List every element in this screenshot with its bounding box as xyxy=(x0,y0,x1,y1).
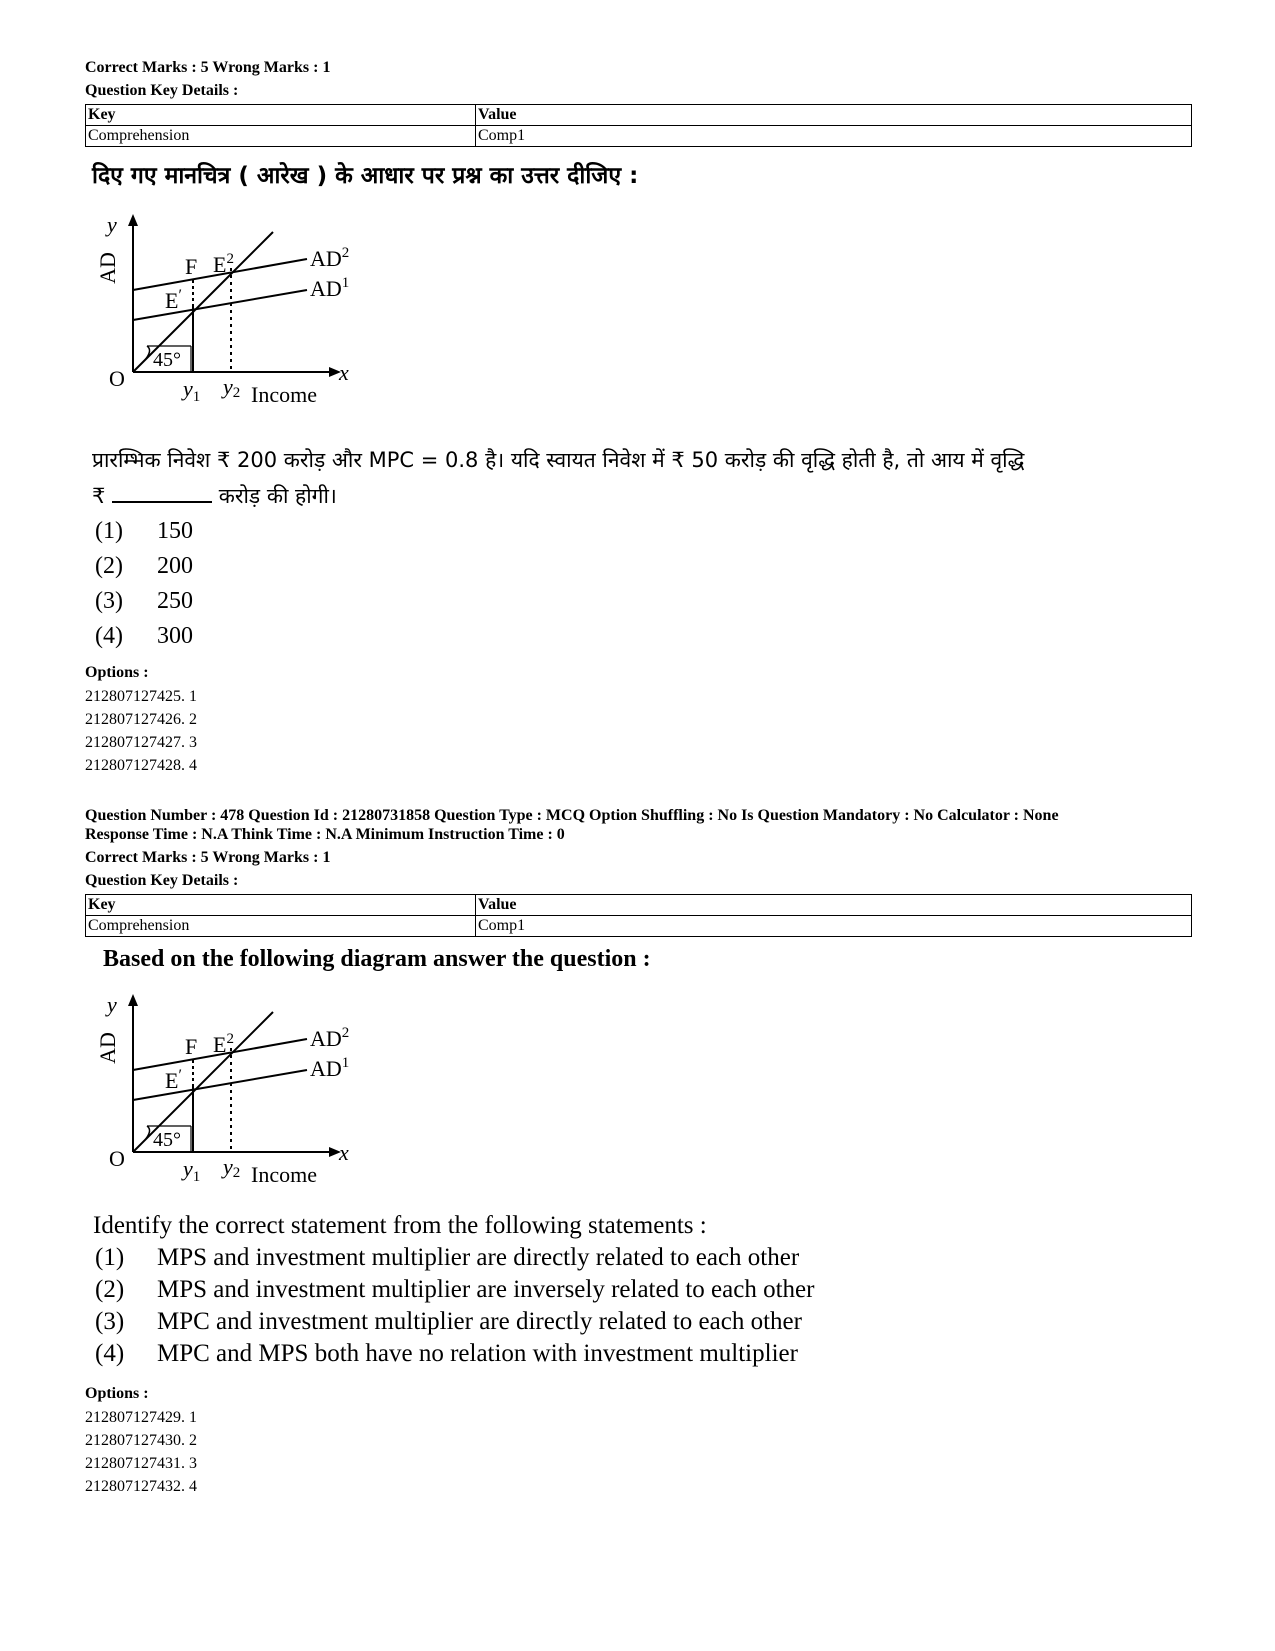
ad1-line xyxy=(133,290,307,320)
choice-text: MPS and investment multiplier are directly related to each other xyxy=(157,1244,800,1271)
rupee-symbol: ₹ xyxy=(92,484,106,508)
choice-text: MPC and investment multiplier are directly related to each other xyxy=(157,1308,802,1335)
key-details-label: Question Key Details : xyxy=(85,82,239,99)
table-row xyxy=(86,916,1192,937)
table-cell-value: Comp1 xyxy=(476,916,1192,937)
option-id: 212807127425. 1 xyxy=(85,688,197,705)
instruction-english: Based on the following diagram answer the question : xyxy=(103,946,651,972)
choice-row xyxy=(95,553,193,580)
y2-letter: y xyxy=(223,1154,233,1179)
key-details-table xyxy=(85,894,1192,937)
y-axis-arrow xyxy=(128,214,138,226)
e-prime: ′ xyxy=(178,287,182,304)
y1-label xyxy=(181,1156,200,1185)
choice-row xyxy=(95,1276,814,1304)
y2-label xyxy=(221,374,240,401)
option-id: 212807127431. 3 xyxy=(85,1455,197,1472)
choice-number: (1) xyxy=(95,518,123,544)
choice-text: MPC and MPS both have no relation with investment multiplier xyxy=(157,1340,798,1367)
key-details-table xyxy=(85,104,1192,147)
ad1-text: AD xyxy=(310,1056,342,1081)
origin-label: O xyxy=(109,1146,125,1171)
income-label: Income xyxy=(251,382,317,407)
question-hindi-line2 xyxy=(92,478,337,514)
ad2-label xyxy=(310,1025,349,1051)
e-letter: E xyxy=(165,288,179,313)
y1-subscript: 1 xyxy=(192,1169,201,1185)
y1-letter: y xyxy=(183,376,193,401)
question-header-line1: Question Number : 478 Question Id : 21280731858 Question Type : MCQ Option Shuffling : No Is Question Mandatory : No Calculator : None xyxy=(85,807,1059,824)
option-id: 212807127429. 1 xyxy=(85,1409,197,1426)
choice-row xyxy=(95,588,193,615)
choice-number: (4) xyxy=(95,1340,125,1367)
ad-axis-label: AD xyxy=(95,1032,120,1064)
y2-letter: y xyxy=(223,374,233,399)
choice-number: (3) xyxy=(95,1308,125,1335)
angle-arc xyxy=(145,346,150,360)
origin-label: O xyxy=(109,366,125,391)
table-header-value: Value xyxy=(476,105,1192,126)
ad1-text: AD xyxy=(310,276,342,301)
e2-letter: E xyxy=(213,252,227,277)
question-hindi-line1: प्रारम्भिक निवेश ₹ 200 करोड़ और MPC = 0.8 है। यदि स्वायत निवेश में ₹ 50 करोड़ की वृद्धि होती है, तो आय में वृद्धि xyxy=(92,448,1025,472)
ad1-label xyxy=(310,1055,349,1081)
ad1-line xyxy=(133,1070,307,1100)
option-id: 212807127430. 2 xyxy=(85,1432,197,1449)
choice-text: 150 xyxy=(157,518,193,544)
ad-axis-label: AD xyxy=(95,252,120,284)
income-label: Income xyxy=(251,1162,317,1187)
choice-text: 200 xyxy=(157,553,193,579)
ad2-label xyxy=(310,245,349,271)
e2-superscript: 2 xyxy=(226,1031,234,1047)
option-id: 212807127427. 3 xyxy=(85,734,197,751)
option-id: 212807127428. 4 xyxy=(85,757,197,774)
question-header-line2: Response Time : N.A Think Time : N.A Minimum Instruction Time : 0 xyxy=(85,826,565,843)
e-label xyxy=(165,287,182,313)
choice-row xyxy=(95,518,193,545)
choice-text: MPS and investment multiplier are inversely related to each other xyxy=(157,1276,815,1303)
f-label: F xyxy=(185,254,198,279)
ad2-superscript: 2 xyxy=(341,245,350,261)
ad2-text: AD xyxy=(310,246,342,271)
ad1-superscript: 1 xyxy=(341,275,350,291)
marks-line: Correct Marks : 5 Wrong Marks : 1 xyxy=(85,849,331,866)
y2-subscript: 2 xyxy=(232,1165,241,1181)
marks-line: Correct Marks : 5 Wrong Marks : 1 xyxy=(85,59,331,76)
e-prime: ′ xyxy=(178,1067,182,1084)
choice-row xyxy=(95,1340,798,1368)
choice-number: (2) xyxy=(95,553,123,579)
choice-number: (3) xyxy=(95,588,123,614)
y1-label xyxy=(181,376,200,405)
table-cell-key: Comprehension xyxy=(86,126,476,147)
ad1-label xyxy=(310,275,349,301)
y2-subscript: 2 xyxy=(232,385,241,401)
option-id: 212807127432. 4 xyxy=(85,1478,197,1495)
f-label: F xyxy=(185,1034,198,1059)
table-header-key: Key xyxy=(86,895,476,916)
e-label xyxy=(165,1067,182,1093)
e2-letter: E xyxy=(213,1032,227,1057)
e2-superscript: 2 xyxy=(226,251,234,267)
ad2-text: AD xyxy=(310,1026,342,1051)
y2-label xyxy=(221,1154,240,1181)
y-axis-label: y xyxy=(107,212,117,237)
y1-letter: y xyxy=(183,1156,193,1181)
ad2-superscript: 2 xyxy=(341,1025,350,1041)
choice-row xyxy=(95,1308,802,1336)
answer-blank xyxy=(112,481,212,503)
choice-row xyxy=(95,623,193,650)
y-axis-label: y xyxy=(107,992,117,1017)
table-cell-value: Comp1 xyxy=(476,126,1192,147)
options-label: Options : xyxy=(85,664,149,681)
question-hindi-suffix: करोड़ की होगी। xyxy=(218,484,337,508)
table-cell-key: Comprehension xyxy=(86,916,476,937)
choice-number: (1) xyxy=(95,1244,125,1271)
angle-arc xyxy=(145,1126,150,1140)
angle-label: 45° xyxy=(153,1129,181,1151)
table-header-row xyxy=(86,105,1192,126)
choice-number: (2) xyxy=(95,1276,125,1303)
choice-text: 250 xyxy=(157,588,193,614)
e-letter: E xyxy=(165,1068,179,1093)
x-axis-label: x xyxy=(339,1140,349,1165)
table-row xyxy=(86,126,1192,147)
y1-subscript: 1 xyxy=(192,389,201,405)
x-axis-label: x xyxy=(339,360,349,385)
instruction-hindi: दिए गए मानचित्र ( आरेख ) के आधार पर प्रश्न का उत्तर दीजिए : xyxy=(92,163,639,189)
options-label: Options : xyxy=(85,1385,149,1402)
ad-diagram xyxy=(95,990,365,1190)
key-details-label: Question Key Details : xyxy=(85,872,239,889)
choice-number: (4) xyxy=(95,623,123,649)
question-english: Identify the correct statement from the following statements : xyxy=(93,1212,707,1239)
ad-diagram xyxy=(95,210,365,410)
y-axis-arrow xyxy=(128,994,138,1006)
table-header-key: Key xyxy=(86,105,476,126)
angle-label: 45° xyxy=(153,349,181,371)
choice-text: 300 xyxy=(157,623,193,649)
table-header-value: Value xyxy=(476,895,1192,916)
ad1-superscript: 1 xyxy=(341,1055,350,1071)
table-header-row xyxy=(86,895,1192,916)
option-id: 212807127426. 2 xyxy=(85,711,197,728)
choice-row xyxy=(95,1244,799,1272)
